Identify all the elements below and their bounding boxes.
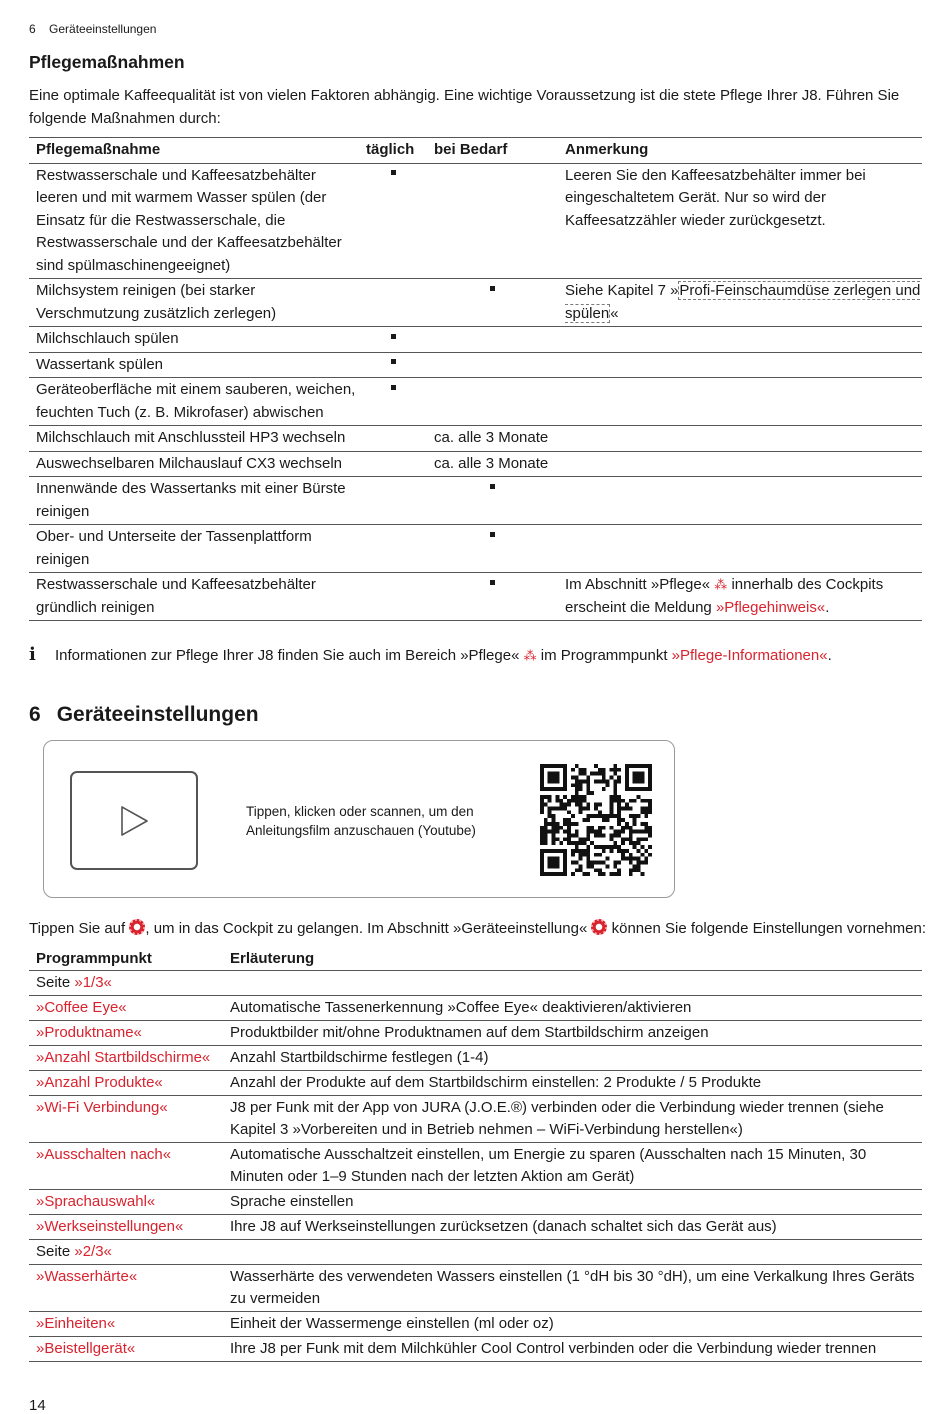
col-item: Programmpunkt [29,947,223,971]
qr-code-icon[interactable] [540,764,652,876]
daily-cell [359,327,427,353]
table-row [29,1312,922,1337]
page-cell [29,971,922,996]
care-table-header [29,138,922,164]
setting-item: »Coffee Eye« [29,996,223,1021]
setting-item: »Anzahl Startbildschirme« [29,1046,223,1071]
care-heading: Pflegemaßnahmen [29,52,185,72]
interval-cell: ca. alle 3 Monate [427,451,558,477]
col-note: Anmerkung [558,138,922,164]
measure-cell: Restwasserschale und Kaffeesatzbehälter gründlich reinigen [29,573,359,621]
bullet-icon [490,580,495,585]
measure-cell: Geräteoberfläche mit einem sauberen, weichen, feuchten Tuch (z. B. Mikrofaser) abwischen [29,378,359,426]
tap-text: Tippen Sie auf [29,920,126,937]
measure-cell: Restwasserschale und Kaffeesatzbehälter leeren und mit warmem Wasser spülen (der Einsatz für die Restwasserschale, die Restwasserschale und der Kaffeesatzbehälter sind spülmaschinengeeignet) [29,163,359,279]
note-part: innerhalb des Cockpits erscheint die Meldung [565,576,884,616]
chapter-heading [29,703,259,727]
gear-icon [129,919,145,935]
page-label: Seite [36,1243,75,1260]
info-icon: i [29,644,36,665]
gear-icon [591,919,607,935]
as-needed-cell [427,573,558,621]
bullet-icon [490,484,495,489]
table-row [29,327,922,353]
setting-desc: Anzahl der Produkte auf dem Startbildschirm einstellen: 2 Produkte / 5 Produkte [223,1071,922,1096]
table-row [29,451,922,477]
table-row [29,352,922,378]
note-part: Im Abschnitt »Pflege« [565,576,711,593]
video-text: Tippen, klicken oder scannen, um den Anleitungsfilm anzuschauen (Youtube) [246,804,476,838]
info-note [29,644,832,667]
table-row [29,1240,922,1265]
note-cell [558,426,922,452]
video-card[interactable] [43,740,675,898]
col-measure: Pflegemaßnahme [29,138,359,164]
note-cell [558,451,922,477]
setting-desc: Automatische Tassenerkennung »Coffee Eye« deaktivieren/aktivieren [223,996,922,1021]
note-cell [558,573,922,621]
table-row [29,1143,922,1190]
table-row [29,573,922,621]
daily-cell [359,352,427,378]
setting-item: »Sprachauswahl« [29,1190,223,1215]
bullet-icon [391,385,396,390]
measure-cell: Ober- und Unterseite der Tassenplattform reinigen [29,525,359,573]
tap-text: können Sie folgende Einstellungen vornehmen: [611,920,927,937]
table-row [29,971,922,996]
interval-cell: ca. alle 3 Monate [427,426,558,452]
table-row [29,1190,922,1215]
table-row [29,1046,922,1071]
measure-cell: Milchschlauch spülen [29,327,359,353]
measure-cell: Milchsystem reinigen (bei starker Verschmutzung zusätzlich zerlegen) [29,279,359,327]
note-suffix: « [610,304,619,322]
page-label: Seite [36,974,75,991]
setting-item: »Wi-Fi Verbindung« [29,1096,223,1143]
running-header-chapter: 6 [29,22,36,36]
page-value: »2/3« [74,1243,112,1260]
daily-cell [359,279,427,327]
note-prefix: Siehe Kapitel 7 » [565,282,679,299]
sparkle-icon: ⁂ [714,577,728,592]
setting-item: »Werkseinstellungen« [29,1215,223,1240]
play-icon[interactable] [72,773,196,868]
sparkle-icon: ⁂ [523,648,537,663]
table-row [29,426,922,452]
col-daily: täglich [359,138,427,164]
care-notice-label: »Pflegehinweis« [715,598,826,616]
setting-desc: Produktbilder mit/ohne Produktnamen auf dem Startbildschirm anzeigen [223,1021,922,1046]
note-cell [558,352,922,378]
setting-desc: Einheit der Wassermenge einstellen (ml oder oz) [223,1312,922,1337]
daily-cell [359,451,427,477]
cockpit-instructions [29,918,926,940]
table-row [29,1265,922,1312]
setting-desc: Automatische Ausschaltzeit einstellen, um Energie zu sparen (Ausschalten nach 15 Minuten, 30 Minuten oder 1–9 Stunden nach der letzten Aktion am Gerät) [223,1143,922,1190]
setting-item: »Anzahl Produkte« [29,1071,223,1096]
setting-desc: Ihre J8 auf Werkseinstellungen zurücksetzen (danach schaltet sich das Gerät aus) [223,1215,922,1240]
settings-table [29,947,922,1362]
setting-item: »Wasserhärte« [29,1265,223,1312]
daily-cell [359,426,427,452]
table-row [29,525,922,573]
video-thumbnail[interactable] [70,771,198,870]
setting-desc: Anzahl Startbildschirme festlegen (1-4) [223,1046,922,1071]
table-row [29,163,922,279]
table-row [29,477,922,525]
setting-desc: Wasserhärte des verwendeten Wassers einstellen (1 °dH bis 30 °dH), um eine Verkalkung Ihres Geräts zu vermeiden [223,1265,922,1312]
col-description: Erläuterung [223,947,922,971]
info-text: im Programmpunkt [540,647,668,664]
settings-table-header [29,947,922,971]
care-info-menu-label: »Pflege-Informationen« [671,647,828,664]
chapter-number: 6 [29,703,41,726]
as-needed-cell [427,279,558,327]
col-as-needed: bei Bedarf [427,138,558,164]
page-value: »1/3« [74,974,112,991]
measure-cell: Wassertank spülen [29,352,359,378]
note-cell [558,378,922,426]
note-cell: Leeren Sie den Kaffeesatzbehälter immer bei eingeschaltetem Gerät. Nur so wird der Kaffeesatzzähler wieder zurückgesetzt. [558,163,922,279]
chapter-link[interactable]: Profi-Feinschaumdüse zerlegen und spülen [565,282,921,322]
table-row [29,996,922,1021]
table-row [29,1337,922,1362]
bullet-icon [490,532,495,537]
table-row [29,279,922,327]
as-needed-cell [427,163,558,279]
setting-desc: J8 per Funk mit der App von JURA (J.O.E.®) verbinden oder die Verbindung wieder trennen (siehe Kapitel 3 »Vorbereiten und in Betrieb nehmen – WiFi-Verbindung herstellen«) [223,1096,922,1143]
measure-cell: Innenwände des Wassertanks mit einer Bürste reinigen [29,477,359,525]
note-cell [558,477,922,525]
note-cell [558,327,922,353]
bullet-icon [490,286,495,291]
care-table [29,137,922,621]
tap-text: , um in das Cockpit zu gelangen. Im Abschnitt »Geräteeinstellung« [145,920,588,937]
info-text: . [827,647,832,664]
as-needed-cell [427,525,558,573]
page-cell [29,1240,922,1265]
setting-desc: Sprache einstellen [223,1190,922,1215]
as-needed-cell [427,477,558,525]
daily-cell [359,163,427,279]
daily-cell [359,477,427,525]
as-needed-cell [427,378,558,426]
setting-item: »Einheiten« [29,1312,223,1337]
info-text: Informationen zur Pflege Ihrer J8 finden Sie auch im Bereich »Pflege« [55,647,520,664]
as-needed-cell [427,352,558,378]
daily-cell [359,573,427,621]
measure-cell: Auswechselbaren Milchauslauf CX3 wechseln [29,451,359,477]
measure-cell: Milchschlauch mit Anschlussteil HP3 wechseln [29,426,359,452]
page-number: 14 [29,1397,46,1414]
setting-item: »Ausschalten nach« [29,1143,223,1190]
note-cell [558,279,922,327]
note-part: . [825,598,830,616]
running-header-title: Geräteeinstellungen [49,22,157,36]
note-cell [558,525,922,573]
table-row [29,1096,922,1143]
care-intro: Eine optimale Kaffeequalität ist von vielen Faktoren abhängig. Eine wichtige Voraussetzung ist die stete Pflege Ihrer J8. Führen Sie folgende Maßnahmen durch: [29,87,900,127]
as-needed-cell [427,327,558,353]
table-row [29,1215,922,1240]
table-row [29,1071,922,1096]
daily-cell [359,378,427,426]
setting-item: »Produktname« [29,1021,223,1046]
bullet-icon [391,334,396,339]
setting-desc: Ihre J8 per Funk mit dem Milchkühler Cool Control verbinden oder die Verbindung wieder trennen [223,1337,922,1362]
chapter-title: Geräteeinstellungen [56,703,259,726]
table-row [29,378,922,426]
bullet-icon [391,170,396,175]
bullet-icon [391,359,396,364]
table-row [29,1021,922,1046]
daily-cell [359,525,427,573]
setting-item: »Beistellgerät« [29,1337,223,1362]
running-header [29,22,166,36]
